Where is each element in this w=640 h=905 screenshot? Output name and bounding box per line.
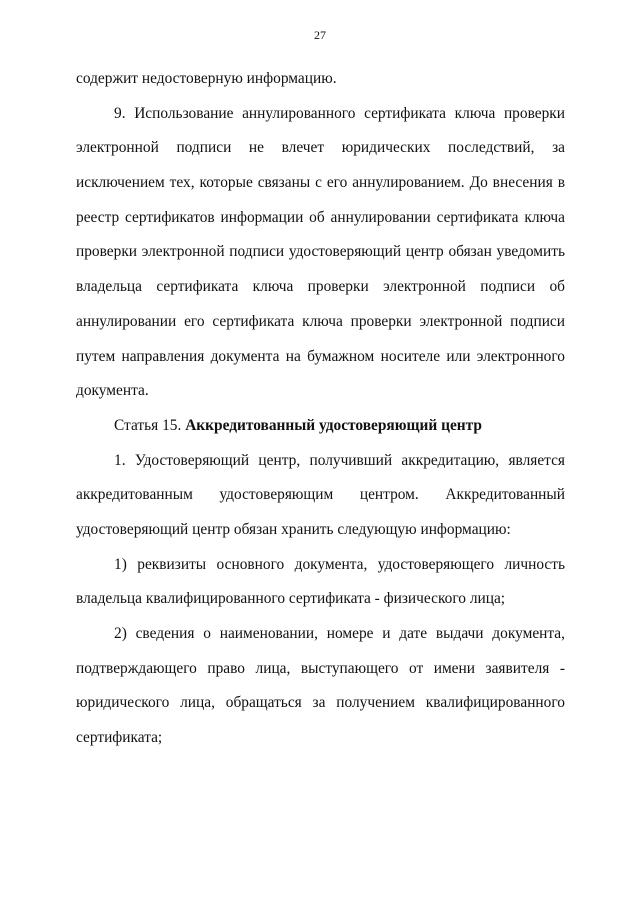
- text-line: сертификата;: [76, 729, 163, 747]
- article-label: Статья 15.: [114, 416, 182, 434]
- text-line: 1) реквизиты основного документа, удостоверяющего личность: [114, 555, 565, 573]
- article-title: Аккредитованный удостоверяющий центр: [185, 416, 482, 434]
- text-line: содержит недостоверную информацию.: [76, 70, 337, 87]
- text-line: реестр сертификатов информации об аннулировании сертификата ключа: [76, 208, 565, 226]
- paragraph: [76, 62, 565, 97]
- article-heading: [76, 409, 565, 444]
- text-line: 2) сведения о наименовании, номере и дате выдачи документа,: [114, 625, 565, 642]
- text-line: документа.: [76, 382, 149, 400]
- text-line: юридического лица, обращаться за получением квалифицированного: [76, 694, 565, 712]
- text-line: владельца квалифицированного сертификата - физического лица;: [76, 590, 506, 608]
- text-line: владельца сертификата ключа проверки электронной подписи об: [76, 278, 565, 296]
- text-line: путем направления документа на бумажном носителе или электронного: [76, 347, 565, 365]
- document-body: [76, 62, 565, 756]
- paragraph: [76, 548, 565, 617]
- text-line: аккредитованным удостоверяющим центром. Аккредитованный: [76, 486, 565, 504]
- text-line: исключением тех, которые связаны с его аннулированием. До внесения в: [76, 174, 565, 192]
- text-line: подтверждающего право лица, выступающего от имени заявителя -: [76, 659, 565, 677]
- paragraph: [76, 617, 565, 756]
- paragraph: [76, 444, 565, 548]
- text-line: электронной подписи не влечет юридических последствий, за: [76, 139, 565, 157]
- text-line: 9. Использование аннулированного сертификата ключа проверки: [114, 104, 565, 122]
- text-line: проверки электронной подписи удостоверяющий центр обязан уведомить: [76, 243, 565, 261]
- text-line: удостоверяющий центр обязан хранить следующую информацию:: [76, 520, 511, 538]
- page-number: 27: [314, 28, 326, 42]
- text-line: 1. Удостоверяющий центр, получивший аккредитацию, является: [114, 451, 565, 469]
- text-line: аннулировании его сертификата ключа проверки электронной подписи: [76, 312, 565, 330]
- paragraph: [76, 97, 565, 409]
